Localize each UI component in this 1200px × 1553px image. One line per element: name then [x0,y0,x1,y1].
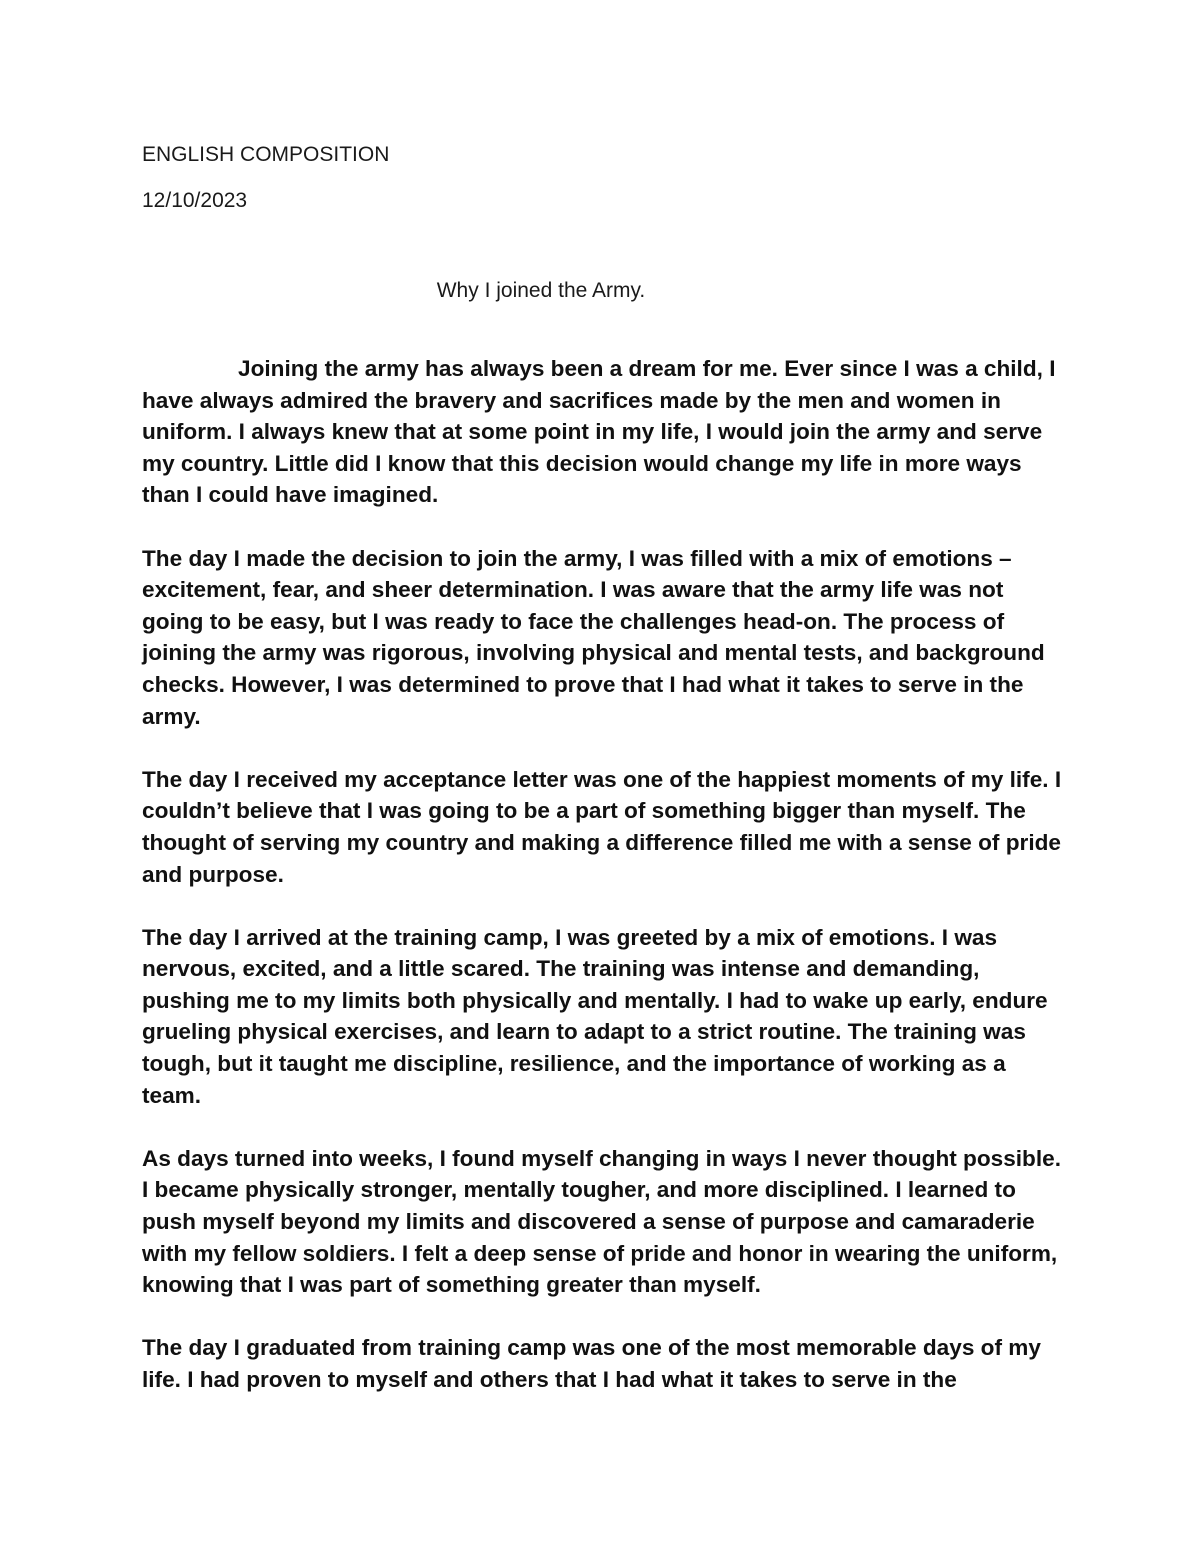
paragraph-3: The day I received my acceptance letter was one of the happiest moments of my life. I couldn’t believe that I was going to be a part of something bigger than myself. The thought of serving my country and making a difference filled me with a sense of pride and purpose. [142,766,1062,887]
paragraph-5: As days turned into weeks, I found myself changing in ways I never thought possible. I became physically stronger, mentally tougher, and more disciplined. I learned to push myself beyond my limits and discovered a sense of purpose and camaraderie with my fellow soldiers. I felt a deep sense of pride and honor in wearing the uniform, knowing that I was part of something greater than myself. [142,1145,1061,1298]
paragraph-1: Joining the army has always been a dream for me. Ever since I was a child, I have always admired the bravery and sacrifices made by the men and women in uniform. I always knew that at some point in my life, I would join the army and serve my country. Little did I know that this decision would change my life in more ways than I could have imagined. [142,356,1056,508]
document-date: 12/10/2023 [142,189,248,212]
essay-title: Why I joined the Army. [436,279,646,302]
course-name: ENGLISH COMPOSITION [142,143,390,166]
paragraph-4: The day I arrived at the training camp, I was greeted by a mix of emotions. I was nervous, excited, and a little scared. The training was intense and demanding, pushing me to my limits both physically and mentally. I had to wake up early, endure grueling physical exercises, and learn to adapt to a strict routine. The training was tough, but it taught me discipline, resilience, and the importance of working as a team. [142,924,1048,1108]
paragraph-6: The day I graduated from training camp was one of the most memorable days of my life. I had proven to myself and others that I had what it takes to serve in the [142,1335,1041,1392]
essay-body [142,353,1062,1396]
paragraph-2: The day I made the decision to join the army, I was filled with a mix of emotions – excitement, fear, and sheer determination. I was aware that the army life was not going to be easy, but I was ready to face the challenges head-on. The process of joining the army was rigorous, involving physical and mental tests, and background checks. However, I was determined to prove that I had what it takes to serve in the army. [142,545,1045,729]
